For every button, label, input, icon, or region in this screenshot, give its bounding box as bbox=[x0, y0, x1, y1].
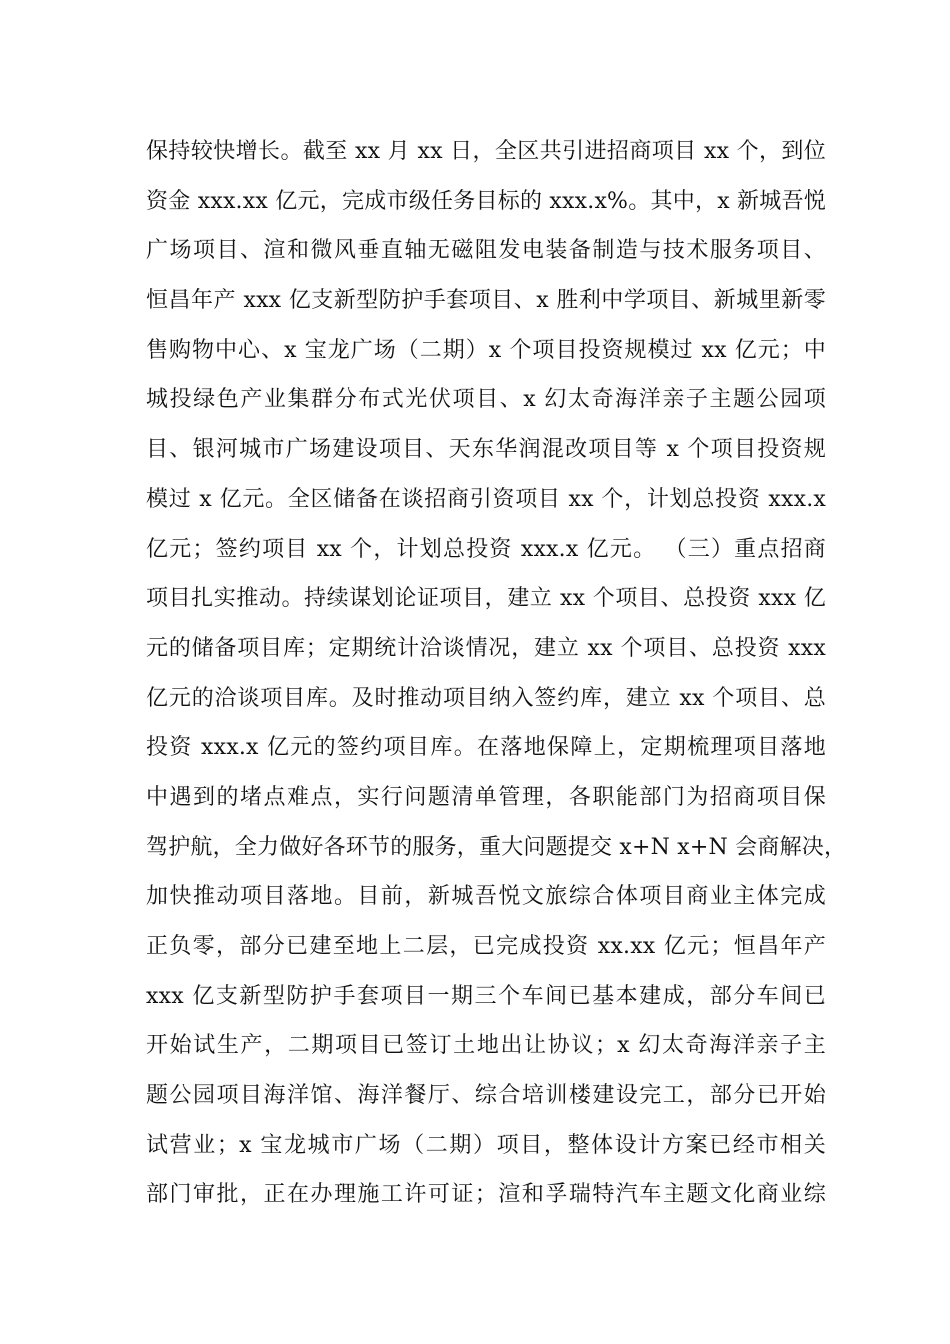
text-line: 目、银河城市广场建设项目、天东华润混改项目等 x 个项目投资规 bbox=[146, 437, 826, 463]
text-line: 模过 x 亿元。全区储备在谈招商引资项目 xx 个，计划总投资 xxx.x bbox=[146, 486, 826, 512]
text-line: 部门审批，正在办理施工许可证；渲和孚瑞特汽车主题文化商业综 bbox=[146, 1182, 826, 1208]
text-line: 项目扎实推动。持续谋划论证项目，建立 xx 个项目、总投资 xxx 亿 bbox=[146, 586, 826, 612]
text-line: 元的储备项目库；定期统计洽谈情况，建立 xx 个项目、总投资 xxx bbox=[146, 635, 826, 661]
text-line: 保持较快增长。截至 xx 月 xx 日，全区共引进招商项目 xx 个，到位 bbox=[146, 139, 826, 164]
body-paragraph bbox=[146, 127, 847, 1220]
text-line: 恒昌年产 xxx 亿支新型防护手套项目、x 胜利中学项目、新城里新零 bbox=[146, 288, 826, 314]
text-line: 亿元；签约项目 xx 个，计划总投资 xxx.x 亿元。 （三）重点招商 bbox=[146, 536, 826, 562]
text-line: 投资 xxx.x 亿元的签约项目库。在落地保障上，定期梳理项目落地 bbox=[146, 735, 826, 761]
text-line: 驾护航，全力做好各环节的服务，重大问题提交 x+N x+N 会商解决， bbox=[146, 834, 847, 860]
text-line: 试营业；x 宝龙城市广场（二期）项目，整体设计方案已经市相关 bbox=[146, 1132, 826, 1158]
text-line: 正负零，部分已建至地上二层，已完成投资 xx.xx 亿元；恒昌年产 bbox=[146, 934, 826, 959]
text-line: 城投绿色产业集群分布式光伏项目、x 幻太奇海洋亲子主题公园项 bbox=[146, 387, 826, 413]
text-line: 题公园项目海洋馆、海洋餐厅、综合培训楼建设完工，部分已开始 bbox=[146, 1083, 826, 1109]
text-line: 资金 xxx.xx 亿元，完成市级任务目标的 xxx.x%。其中，x 新城吾悦 bbox=[146, 188, 826, 214]
text-line: 加快推动项目落地。目前，新城吾悦文旅综合体项目商业主体完成 bbox=[146, 884, 826, 910]
text-line: 广场项目、渲和微风垂直轴无磁阻发电装备制造与技术服务项目、 bbox=[146, 238, 826, 264]
text-line: 中遇到的堵点难点，实行问题清单管理，各职能部门为招商项目保 bbox=[146, 784, 826, 810]
text-line: 开始试生产，二期项目已签订土地出让协议；x 幻太奇海洋亲子主 bbox=[146, 1033, 826, 1059]
text-line: xxx 亿支新型防护手套项目一期三个车间已基本建成，部分车间已 bbox=[146, 983, 826, 1009]
text-line: 售购物中心、x 宝龙广场（二期）x 个项目投资规模过 xx 亿元；中 bbox=[146, 337, 826, 363]
text-line: 亿元的洽谈项目库。及时推动项目纳入签约库，建立 xx 个项目、总 bbox=[146, 685, 826, 711]
